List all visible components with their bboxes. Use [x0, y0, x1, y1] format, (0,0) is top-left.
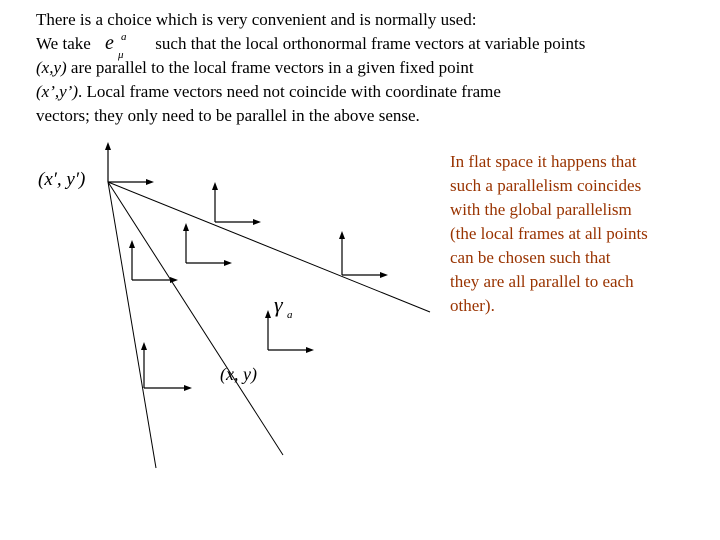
paragraph-line-1: There is a choice which is very convenient and is normally used:	[36, 10, 477, 29]
frame-vector-symbol-sub: μ	[118, 49, 124, 62]
paragraph-line-4-rest: . Local frame vectors need not coincide with coordinate frame	[78, 82, 501, 101]
frame-vector-symbol-base: e	[105, 32, 114, 55]
paragraph-line-2-prefix: We take	[36, 34, 91, 53]
frame-upper-right	[342, 235, 384, 275]
note-line: (the local frames at all points	[450, 224, 648, 243]
fixed-point-inline: (x’,y’)	[36, 82, 78, 101]
note-line: such a parallelism coincides	[450, 176, 642, 195]
frame-upper-middle	[215, 186, 257, 222]
note-line: In flat space it happens that	[450, 152, 637, 171]
note-line: can be chosen such that	[450, 248, 611, 267]
frame-left-middle	[186, 227, 228, 263]
frame-vector-symbol-sup: a	[121, 31, 127, 44]
label-fixed-point: (x′, y′)	[38, 169, 86, 190]
flat-space-note	[450, 150, 700, 318]
label-curve-gamma: γ	[274, 292, 283, 317]
note-line: with the global parallelism	[450, 200, 632, 219]
label-variable-point: (x, y)	[220, 364, 257, 384]
ray-upper	[108, 182, 430, 312]
ray-curve	[108, 182, 283, 455]
label-curve-gamma-sub: a	[287, 309, 293, 321]
note-line: other).	[450, 296, 495, 315]
paragraph-line-2-suffix: such that the local orthonormal frame vectors at variable points	[155, 34, 586, 53]
ray-lower	[108, 182, 156, 468]
frame-fixed-point	[108, 146, 150, 182]
note-line: they are all parallel to each	[450, 272, 634, 291]
frame-bottom-left	[144, 346, 188, 388]
variable-point-inline: (x,y)	[36, 58, 67, 77]
paragraph-line-3-rest: are parallel to the local frame vectors in a given fixed point	[66, 58, 474, 77]
paragraph-line-5: vectors; they only need to be parallel in the above sense.	[36, 106, 420, 125]
